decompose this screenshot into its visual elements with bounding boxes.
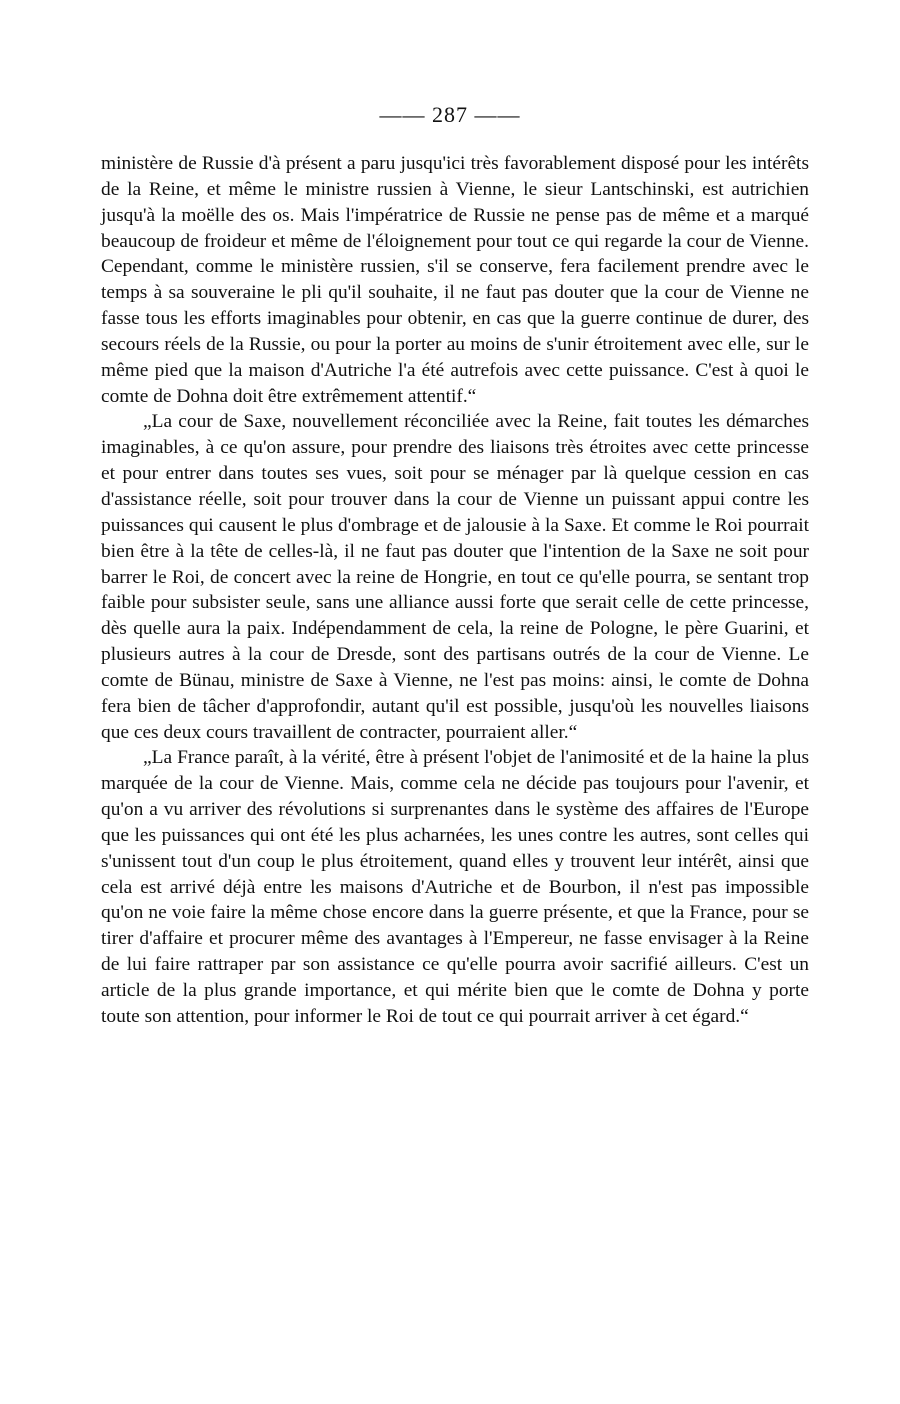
page-number-header: —— 287 ——: [379, 102, 521, 127]
paragraph-france: „La France paraît, à la vérité, être à présent l'objet de l'animosité et de la haine la plus marquée de la cour de Vienne. Mais, comme cela ne décide pas toujours pour l'avenir, et qu'on a vu arriver des révolutions si surprenantes dans le système des affaires de l'Europe que les puissances qui ont été les plus acharnées, les unes contre les autres, sont celles qui s'unissent tout d'un coup le plus étroitement, quand elles y trouvent leur intérêt, ainsi que cela est arrivé déjà entre les maisons d'Autriche et de Bourbon, il n'est pas impossible qu'on ne voie faire la même chose encore dans la guerre présente, et que la France, pour se tirer d'affaire et procurer même des avantages à l'Empereur, ne fasse envisager à la Reine de lui faire rattraper par son assistance ce qu'elle pourra avoir sacrifié ailleurs. C'est un article de la plus grande importance, et qui mérite bien que le comte de Dohna y porte toute son attention, pour informer le Roi de tout ce qui pourrait arriver à cet égard.“: [101, 747, 809, 1027]
body-text: [101, 151, 809, 1030]
paragraph-russia: ministère de Russie d'à présent a paru jusqu'ici très favorablement disposé pour les intérêts de la Reine, et même le ministre russien à Vienne, le sieur Lantschinski, est autrichien jusqu'à la moëlle des os. Mais l'impératrice de Russie ne pense pas de même et a marqué beaucoup de froideur et même de l'éloignement pour tout ce qui regarde la cour de Vienne. Cependant, comme le ministère russien, s'il se conserve, fera facilement prendre avec le temps à sa souveraine le pli qu'il souhaite, il ne faut pas douter que la cour de Vienne ne fasse tous les efforts imaginables pour obtenir, en cas que la guerre continue de durer, des secours réels de la Russie, ou pour la porter au moins de s'unir étroitement avec elle, sur le même pied que la maison d'Autriche l'a été autrefois avec cette puissance. C'est à quoi le comte de Dohna doit être extrêmement attentif.“: [101, 153, 809, 407]
paragraph-saxony: „La cour de Saxe, nouvellement réconciliée avec la Reine, fait toutes les démarches imaginables, à ce qu'on assure, pour prendre des liaisons très étroites avec cette princesse et pour entrer dans toutes ses vues, soit pour se ménager par là quelque cession en cas d'assistance réelle, soit pour trouver dans la cour de Vienne un puissant appui contre les puissances qui causent le plus d'ombrage et de jalousie à la Saxe. Et comme le Roi pourrait bien être à la tête de celles-là, il ne faut pas douter que l'intention de la Saxe ne soit pour barrer le Roi, de concert avec la reine de Hongrie, en tout ce qu'elle pourra, se sentant trop faible pour subsister seule, sans une alliance aussi forte que serait celle de cette princesse, dès quelle aura la paix. Indépendamment de cela, la reine de Pologne, le père Guarini, et plusieurs autres à la cour de Dresde, sont des partisans outrés de la cour de Vienne. Le comte de Bünau, ministre de Saxe à Vienne, ne l'est pas moins: ainsi, le comte de Dohna fera bien de tâcher d'approfondir, autant qu'il est possible, jusqu'où les nouvelles liaisons que ces deux cours travaillent de contracter, pourraient aller.“: [101, 411, 809, 743]
